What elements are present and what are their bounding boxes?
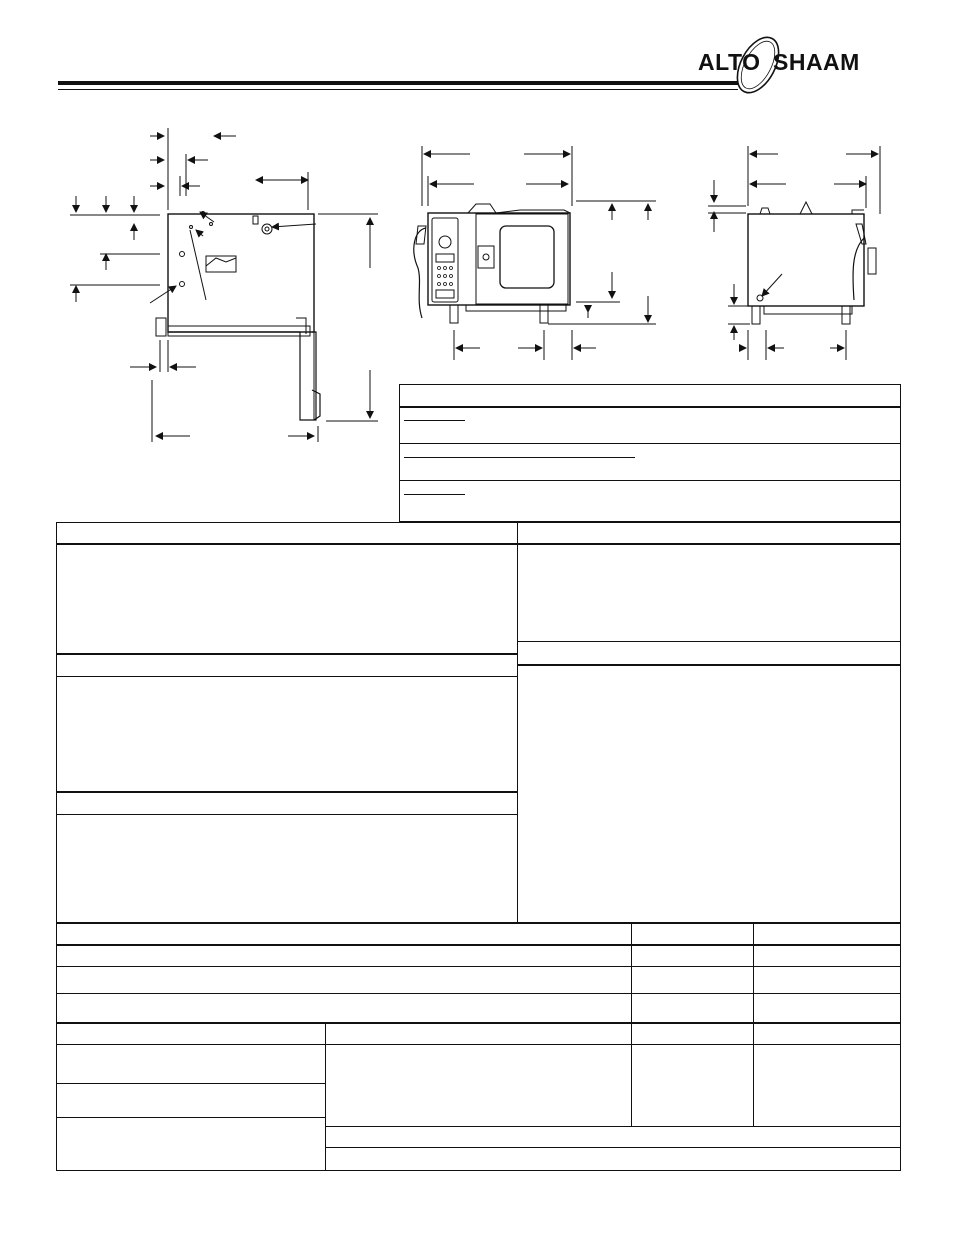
spec-box-row-rule: [399, 480, 901, 481]
grid-rule: [56, 1083, 325, 1084]
rear-view-drawing: [708, 146, 880, 360]
spec-box-underline: [404, 420, 465, 421]
spec-box-header-rule: [399, 406, 901, 408]
section-rule: [56, 653, 518, 655]
section-header-rule: [56, 676, 518, 677]
front-view-drawing: [414, 146, 656, 360]
grid-column-divider: [325, 1022, 326, 1171]
side-view-drawing: [70, 128, 378, 442]
grid-rule: [325, 1126, 901, 1127]
logo-text-right: SHAAM: [773, 49, 860, 75]
spec-box-underline: [404, 494, 465, 495]
logo-text-left: ALTO: [698, 49, 761, 75]
spec-box-row-rule: [399, 443, 901, 444]
section-header-rule: [56, 543, 901, 545]
section-rule: [56, 791, 518, 793]
spec-box-underline: [404, 457, 635, 458]
grid-rule: [56, 1044, 901, 1045]
grid-column-divider: [631, 922, 632, 1126]
clearance-spec-box: [399, 384, 901, 522]
column-divider: [517, 522, 518, 923]
section-header-rule: [56, 814, 518, 815]
grid-rule: [56, 922, 901, 924]
grid-rule: [56, 1117, 325, 1118]
section-rule: [517, 641, 901, 642]
specification-table: [56, 522, 901, 1171]
grid-rule: [56, 966, 901, 967]
grid-rule: [56, 944, 901, 946]
grid-rule: [56, 1022, 901, 1024]
grid-rule: [325, 1147, 901, 1148]
section-header-rule: [517, 664, 901, 666]
grid-column-divider: [753, 922, 754, 1126]
grid-rule: [56, 993, 901, 994]
